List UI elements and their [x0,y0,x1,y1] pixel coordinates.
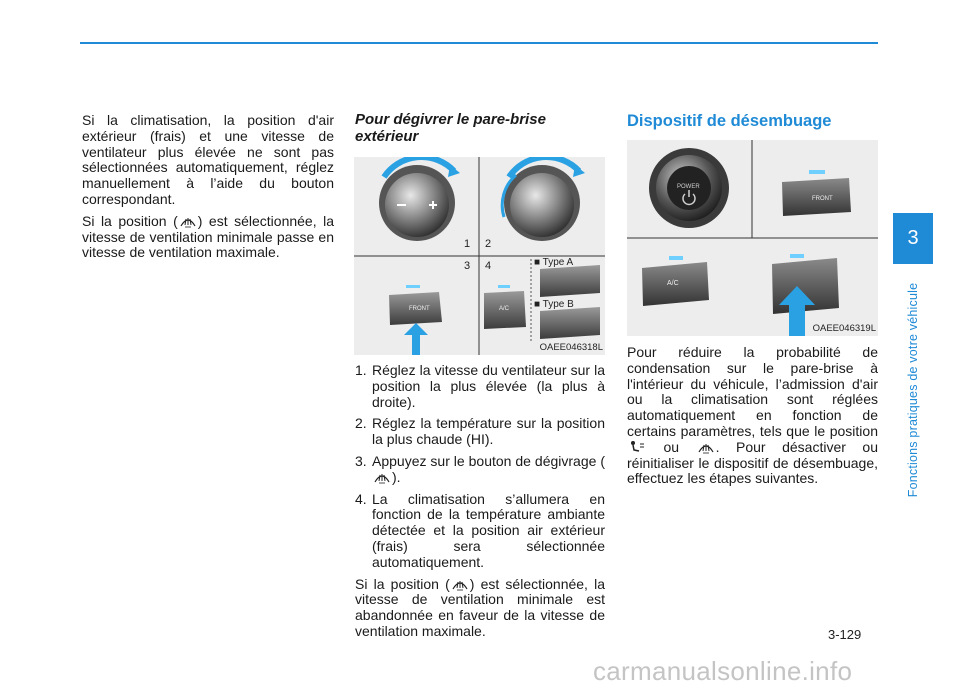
paragraph [82,214,334,261]
figure-label-4: 4 [485,260,492,272]
front-defrost-button [389,285,442,355]
floor-defrost-icon [628,440,646,454]
section-subheading: Pour dégivrer le pare-brise extérieur [355,111,546,145]
text: Si la position ( [82,212,178,229]
step-number: 3. [355,452,367,469]
figure-defrost-controls [354,157,605,355]
chapter-number-tab: 3 [893,213,933,264]
temperature-knob [502,157,585,241]
power-label: POWER [677,184,700,190]
page-number: 3-129 [828,627,862,642]
text: ) est sélectionnée, la vitesse de ventilation minimale est abandonnée en faveur de la vitesse de ventilation maximale. [355,575,606,639]
type-b-button [540,307,600,339]
text: . Pour désactiver ou réinitialiser le dispositif de désembuage, effectuez les étapes suivantes. [627,438,878,487]
list-item [355,454,605,486]
text: ou [663,438,680,455]
list-item [355,492,605,571]
text: Pour réduire la probabilité de condensation sur le pare-brise à l'intérieur du véhicule, l’admission d'air ou la climatisation sont réglées automatiquement en fonction de certains paramètres, tels que le position [627,344,878,439]
list-item [355,416,605,448]
figure-demister-controls [627,140,878,336]
type-a-button [540,265,600,297]
figure-code: OAEE046318L [539,342,603,353]
type-b-label: ■ Type B [534,299,574,310]
paragraph: Si la climatisation, la position d'air extérieur (frais) et une vitesse de ventilateur plus élevée ne sont pas sélectionnées automatiquement, réglez manuellement à l’aide du bouton correspondant. [82,112,334,207]
front-defrost-button [782,170,851,216]
step-text: Réglez la température sur la position la plus chaude (HI). [372,415,605,448]
front-button-label: FRONT [409,306,430,312]
ac-button [642,256,709,306]
watermark: carmanualsonline.info [593,656,853,686]
chapter-title [893,270,933,510]
text: ) est sélectionnée, la vitesse de ventilation minimale passe en vitesse de ventilation maximale. [82,212,334,261]
step-text: ). [392,468,401,485]
front-button-label: FRONT [812,196,833,202]
defrost-icon [451,577,469,591]
text: Si la position ( [355,575,450,592]
step-number: 1. [355,362,367,378]
ac-button-label: A/C [667,280,679,287]
figure-label-3: 3 [464,260,471,272]
figure-code: OAEE046319L [812,323,876,334]
chapter-title-text: Fonctions pratiques de votre véhicule [906,282,920,498]
step-text: La climatisation s’allumera en fonction de la température ambiante détectée et la position air extérieur (frais) sera sélectionnée automatiquement. [372,490,605,570]
figure-label-2: 2 [485,238,492,250]
header-rule [80,42,878,44]
paragraph [355,577,605,640]
fan-speed-knob [379,157,460,241]
list-item [355,363,605,410]
type-a-label: ■ Type A [534,257,574,268]
section-heading: Dispositif de désembuage [627,112,832,130]
defrost-icon [373,470,391,484]
figure-label-1: 1 [464,238,471,250]
column-3 [627,345,878,493]
column-2 [355,363,605,646]
defrost-icon [697,440,715,454]
step-text: Réglez la vitesse du ventilateur sur la position la plus élevée (la plus à droite). [372,362,605,410]
defrost-icon [179,214,197,228]
step-number: 4. [355,490,367,507]
power-knob [649,148,729,228]
steps-list [355,363,605,571]
ac-button [484,285,526,329]
column-1 [82,113,334,267]
ac-button-label: A/C [499,306,510,312]
paragraph [627,345,878,487]
step-text: Appuyez sur le bouton de dégivrage ( [372,452,605,469]
step-number: 2. [355,415,367,432]
